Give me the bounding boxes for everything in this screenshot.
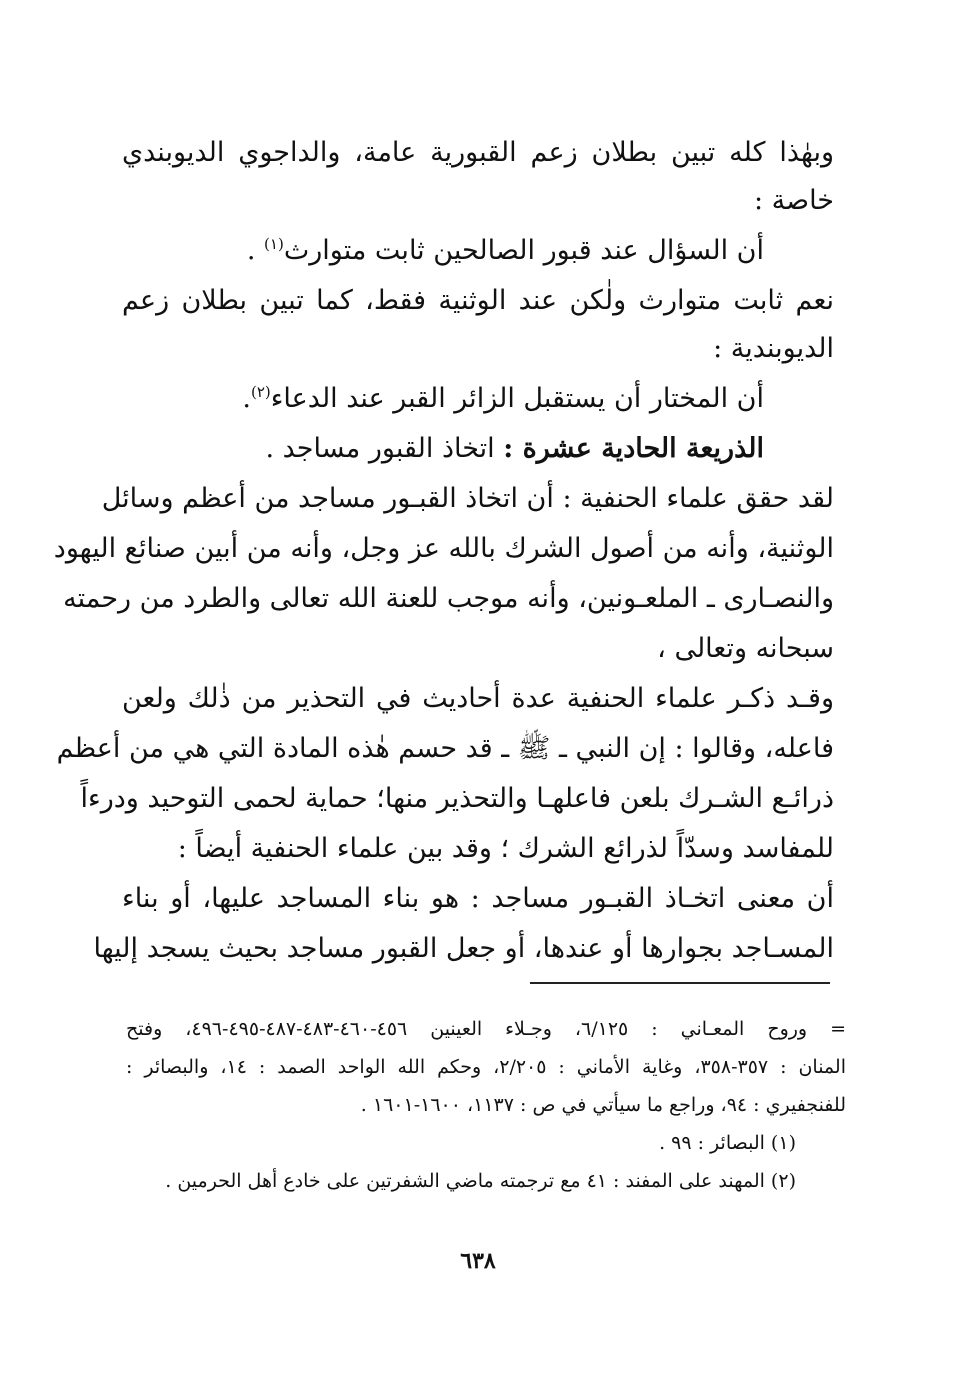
footnote-line: (١) البصائر : ٩٩ . [659,1132,796,1154]
footnote-marker: (١) [264,235,284,253]
text-line: للمفاسد وسدّاً لذرائع الشرك ؛ وقد بين علماء الحنفية أيضاً : [177,833,834,864]
footnote-line: (٢) المهند على المفند : ٤١ مع ترجمته ماضي الشفرتين على خادع أهل الحرمين . [165,1170,796,1192]
text-line: والنصـارى ـ الملعـونين، وأنه موجب للعنة الله تعالى والطرد من رحمته [63,583,834,614]
text-line: فاعله، وقالوا : إن النبي ـ ﷺ ـ قد حسم هٰذه المادة التي هي من أعظم [56,733,834,764]
heading-label: الذريعة الحادية عشرة : [503,433,764,464]
section-heading [265,424,764,474]
text-segment: . [242,383,251,414]
text-line: أن معنى اتخـاذ القبـور مساجد : هو بناء المساجد عليها، أو بناء [122,883,834,914]
heading-text: اتخاذ القبور مساجد . [265,433,504,464]
text-line [247,226,764,276]
text-segment: . [246,235,265,266]
text-line: الوثنية، وأنه من أصول الشرك بالله عز وجل، وأنه من أبين صنائع اليهود [53,533,834,564]
text-line: سبحانه وتعالى ، [657,633,834,664]
text-segment: أن السؤال عند قبور الصالحين ثابت متوارث [283,235,764,266]
footnote-line: = وروح المعـاني : ٦/١٢٥، وجـلاء العينين ٤٥٦-٤٦٠-٤٨٣-٤٨٧-٤٩٥-٤٩٦، وفتح [126,1018,847,1040]
text-line: وبهٰذا كله تبين بطلان زعم القبورية عامة، والداجوي الديوبندي [122,137,834,168]
text-line: لقد حقق علماء الحنفية : أن اتخاذ القبـور مساجد من أعظم وسائل [101,483,834,514]
footnote-line: للفنجفيري : ٩٤، وراجع ما سيأتي في ص : ١١٣٧، ١٦٠٠-١٦٠١ . [360,1094,846,1116]
footnote-line: المنان : ٣٥٧-٣٥٨، وغاية الأماني : ٢/٢٠٥، وحكم الله الواحد الصمد : ١٤، والبصائر : [126,1056,846,1078]
footnote-marker: (٢) [250,383,271,401]
text-segment: أن المختار أن يستقبل الزائر القبر عند الدعاء [270,383,764,414]
text-line: المسـاجد بجوارها أو عندها، أو جعل القبور مساجد بحيث يسجد إليها [93,933,834,964]
page-number: ٦٣٨ [460,1248,496,1274]
text-line: ذرائـع الشـرك بلعن فاعلهـا والتحذير منها؛ حماية لحمى التوحيد ودرءاً [80,783,834,814]
text-line [242,374,764,424]
footnote-separator [530,982,830,984]
text-line: الديوبندية : [713,333,834,364]
text-line: خاصة : [754,185,834,216]
text-line: نعم ثابت متوارث ولٰكن عند الوثنية فقط، كما تبين بطلان زعم [122,285,834,316]
text-line: وقـد ذكـر علماء الحنفية عدة أحاديث في التحذير من ذٰلك ولعن [122,683,835,714]
